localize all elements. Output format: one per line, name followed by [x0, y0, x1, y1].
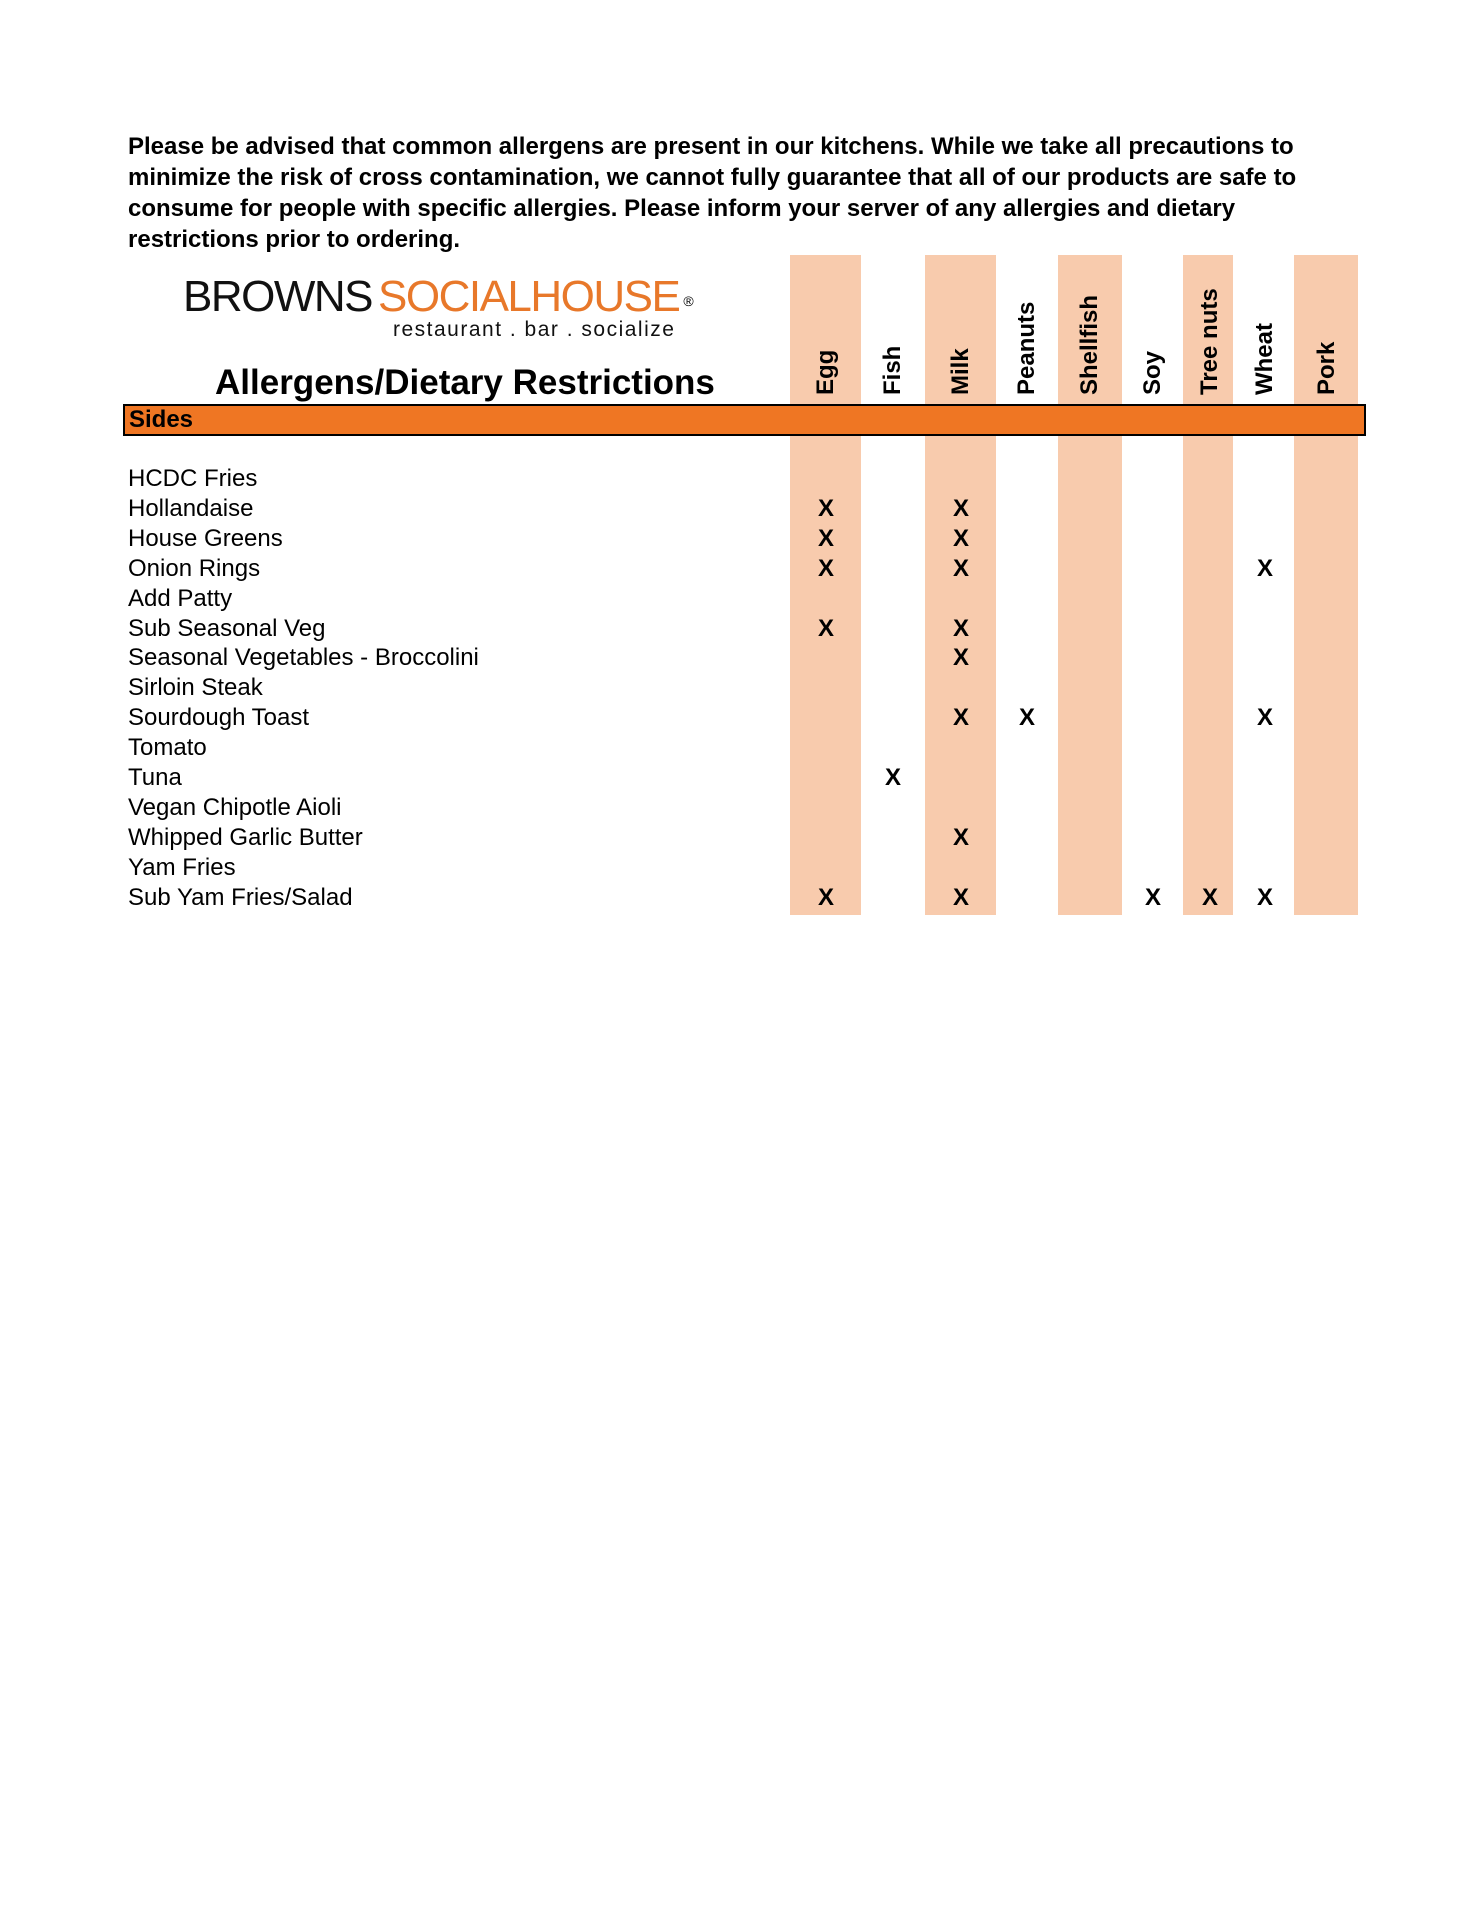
allergen-mark-egg: X [817, 524, 834, 552]
menu-item-name: Hollandaise [128, 494, 254, 522]
allergen-mark-peanuts: X [1018, 704, 1035, 732]
allergen-mark-wheat: X [1256, 883, 1273, 911]
logo-browns-text: BROWNS [183, 272, 372, 321]
logo-socialhouse-text: SOCIALHOUSE [378, 272, 680, 321]
column-header-fish: Fish [879, 345, 906, 395]
allergen-mark-egg: X [817, 494, 834, 522]
menu-item-name: Sub Yam Fries/Salad [128, 883, 353, 911]
allergen-mark-milk: X [952, 883, 969, 911]
allergen-notice: Please be advised that common allergens are present in our kitchens. While we take all precautions to minimize the risk of cross contamination, we cannot fully guarantee that all of our products are safe to consume for people with specific allergies. Please inform your server of any allergies and dietary restrictions prior to ordering. [128, 133, 1297, 253]
column-header-pork: Pork [1313, 341, 1340, 395]
allergen-mark-soy: X [1144, 883, 1161, 911]
menu-item-name: Seasonal Vegetables - Broccolini [128, 644, 479, 672]
allergen-mark-wheat: X [1256, 704, 1273, 732]
column-header-egg: Egg [812, 349, 839, 395]
menu-item-name: Tomato [128, 734, 207, 762]
allergen-mark-egg: X [817, 554, 834, 582]
menu-item-name: Onion Rings [128, 554, 261, 582]
logo-tagline: restaurant . bar . socialize [393, 318, 676, 341]
allergen-mark-fish: X [884, 764, 901, 791]
page-title: Allergens/Dietary Restrictions [215, 363, 715, 402]
registered-mark: ® [683, 293, 694, 309]
allergen-mark-wheat: X [1256, 554, 1273, 582]
column-header-shellfish: Shellfish [1076, 294, 1103, 395]
allergen-mark-milk: X [952, 644, 969, 672]
menu-item-name: Vegan Chipotle Aioli [128, 793, 342, 821]
allergen-mark-milk: X [952, 614, 969, 642]
allergen-mark-milk: X [952, 704, 969, 732]
allergen-mark-tree-nuts: X [1201, 883, 1218, 911]
menu-item-name: Sirloin Steak [128, 674, 263, 702]
allergen-mark-egg: X [817, 614, 834, 642]
column-header-milk: Milk [947, 348, 974, 395]
column-header-peanuts: Peanuts [1013, 301, 1040, 395]
menu-item-name: Whipped Garlic Butter [128, 823, 363, 851]
menu-item-name: House Greens [128, 524, 283, 552]
allergen-mark-egg: X [817, 883, 834, 911]
allergen-mark-milk: X [952, 494, 969, 522]
menu-item-name: Sub Seasonal Veg [128, 614, 326, 642]
column-header-wheat: Wheat [1251, 323, 1278, 395]
menu-item-name: Sourdough Toast [128, 704, 310, 732]
menu-item-name: HCDC Fries [128, 465, 258, 492]
section-header-sides: Sides [123, 404, 1366, 436]
allergen-mark-milk: X [952, 524, 969, 552]
allergen-mark-milk: X [952, 554, 969, 582]
column-header-tree-nuts: Tree nuts [1196, 288, 1223, 395]
allergen-mark-milk: X [952, 823, 969, 851]
column-header-soy: Soy [1139, 350, 1166, 395]
menu-item-name: Yam Fries [128, 853, 236, 881]
menu-item-name: Add Patty [128, 584, 233, 612]
browns-socialhouse-logo [183, 272, 694, 322]
menu-item-name: Tuna [128, 764, 182, 791]
